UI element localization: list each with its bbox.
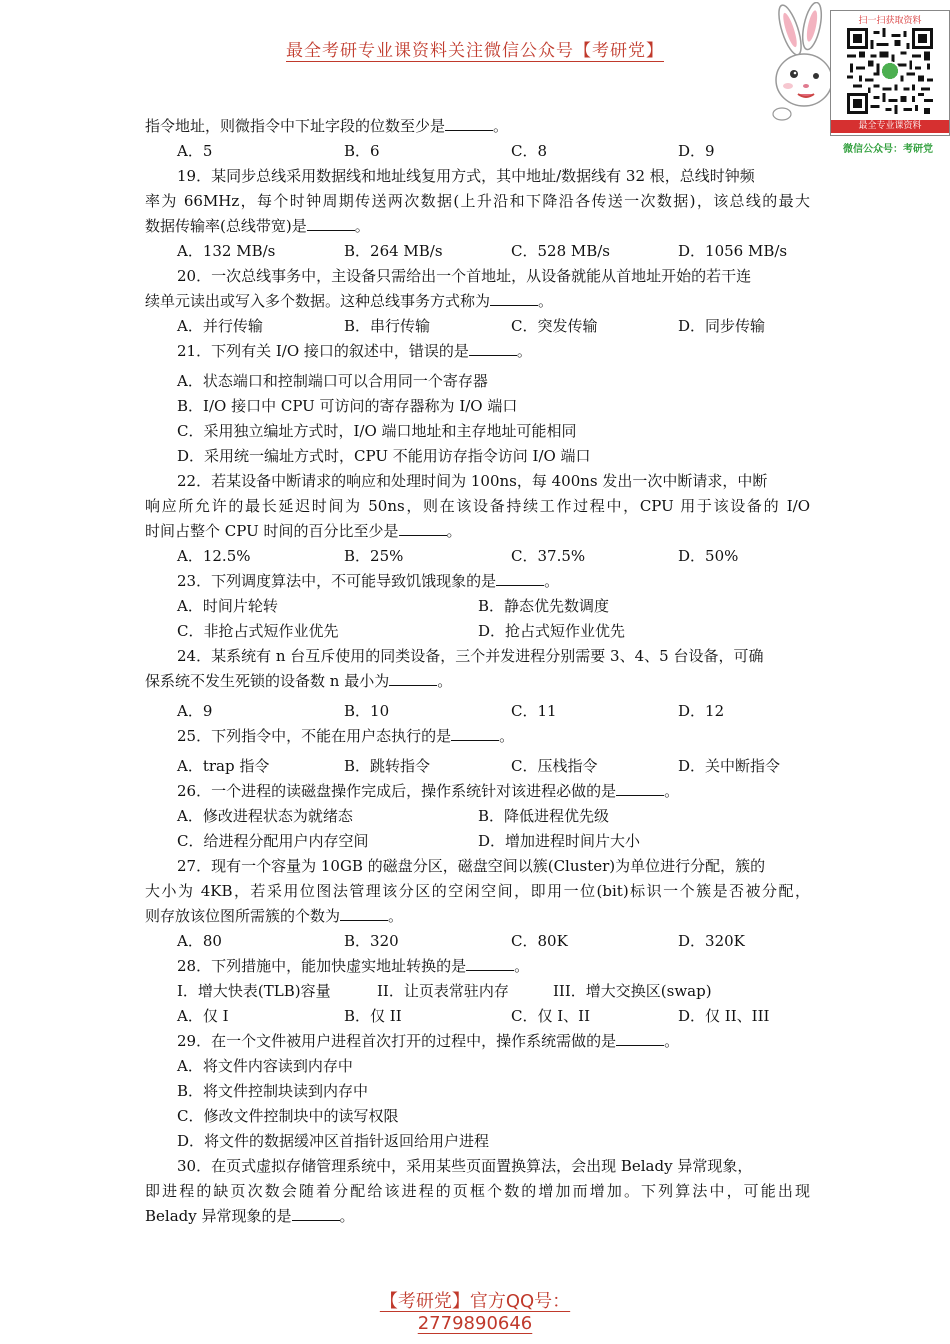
q24-option-b: B．10: [344, 702, 390, 720]
q28-option-d: D．仅 II、III: [678, 1007, 770, 1025]
q27-option-c: C．80K: [511, 932, 568, 950]
qr-caption-bottom: 最全专业课资料: [831, 120, 949, 133]
q28-option-c: C．仅 I、II: [511, 1007, 591, 1025]
promo-badge: [768, 2, 950, 162]
q29-option-b: B．将文件控制块读到内存中: [177, 1082, 369, 1100]
bunny-mascot-icon: [768, 2, 838, 132]
q26-option-b: B．降低进程优先级: [478, 807, 610, 825]
q18-option-b: B．6: [344, 142, 380, 160]
q27-stem-line1: 27．现有一个容量为 10GB 的磁盘分区，磁盘空间以簇(Cluster)为单位进行分配，簇的: [177, 857, 766, 875]
q23-stem: 23．下列调度算法中，不可能导致饥饿现象的是 。: [177, 572, 560, 590]
q22-stem-line1: 22．若某设备中断请求的响应和处理时间为 100ns，每 400ns 发出一次中断请求，中断: [177, 472, 768, 490]
q25-option-c: C．压栈指令: [511, 757, 598, 775]
q20-option-a: A．并行传输: [177, 317, 263, 335]
q19-stem-line2: 率为 66MHz，每个时钟周期传送两次数据(上升沿和下降沿各传送一次数据)，该总线的最大: [145, 192, 810, 210]
q26-option-a: A．修改进程状态为就绪态: [177, 807, 353, 825]
q23-option-a: A．时间片轮转: [177, 597, 278, 615]
q30-stem-line3: Belady 异常现象的是 。: [145, 1207, 355, 1225]
q24-stem-line2: 保系统不发生死锁的设备数 n 最小为 。: [145, 672, 453, 690]
q29-option-d: D．将文件的数据缓冲区首指针返回给用户进程: [177, 1132, 490, 1150]
q26-option-d: D．增加进程时间片大小: [478, 832, 641, 850]
q22-option-d: D．50%: [678, 547, 739, 565]
wechat-account-label: 微信公众号：考研党: [843, 144, 933, 155]
q22-stem-line2: 响应所允许的最长延迟时间为 50ns，则在该设备持续工作过程中，CPU 用于该设备的 I/O: [145, 497, 810, 515]
q18-option-d: D．9: [678, 142, 715, 160]
q19-stem-line3: 数据传输率(总线带宽)是 。: [145, 217, 370, 235]
q23-option-d: D．抢占式短作业优先: [478, 622, 626, 640]
q20-stem-line2: 续单元读出或写入多个数据。这种总线事务方式称为 。: [145, 292, 554, 310]
q19-option-a: A．132 MB/s: [177, 242, 276, 260]
qr-caption-top: 扫一扫获取资料: [858, 16, 922, 26]
q28-item-3: III．增大交换区(swap): [553, 982, 712, 1000]
q29-option-c: C．修改文件控制块中的读写权限: [177, 1107, 399, 1125]
q20-option-c: C．突发传输: [511, 317, 598, 335]
q21-option-b: B．I/O 接口中 CPU 可访问的寄存器称为 I/O 端口: [177, 397, 518, 415]
q21-option-a: A．状态端口和控制端口可以合用同一个寄存器: [177, 372, 488, 390]
q22-option-c: C．37.5%: [511, 547, 586, 565]
q24-option-c: C．11: [511, 702, 557, 720]
q27-option-d: D．320K: [678, 932, 745, 950]
page-header-banner: 最全考研专业课资料关注微信公众号【考研党】: [286, 41, 664, 61]
q28-item-2: II．让页表常驻内存: [377, 982, 509, 1000]
q20-option-d: D．同步传输: [678, 317, 766, 335]
qr-code-icon[interactable]: [844, 28, 936, 114]
q26-stem: 26．一个进程的读磁盘操作完成后，操作系统针对该进程必做的是 。: [177, 782, 680, 800]
q27-stem-line3: 则存放该位图所需簇的个数为 。: [145, 907, 404, 925]
q19-option-b: B．264 MB/s: [344, 242, 443, 260]
q28-item-1: I．增大快表(TLB)容量: [177, 982, 331, 1000]
q19-stem-line1: 19．某同步总线采用数据线和地址线复用方式，其中地址/数据线有 32 根，总线时钟频: [177, 167, 755, 185]
q22-stem-line3: 时间占整个 CPU 时间的百分比至少是 。: [145, 522, 462, 540]
q26-option-c: C．给进程分配用户内存空间: [177, 832, 369, 850]
q22-option-b: B．25%: [344, 547, 404, 565]
q30-stem-line1: 30．在页式虚拟存储管理系统中，采用某些页面置换算法，会出现 Belady 异常现象，: [177, 1157, 753, 1175]
q18-stem: 指令地址，则微指令中下址字段的位数至少是 。: [145, 117, 509, 135]
q22-option-a: A．12.5%: [177, 547, 251, 565]
q28-option-a: A．仅 I: [177, 1007, 229, 1025]
q25-option-a: A．trap 指令: [177, 757, 270, 775]
q23-option-c: C．非抢占式短作业优先: [177, 622, 339, 640]
q27-option-b: B．320: [344, 932, 399, 950]
q23-option-b: B．静态优先数调度: [478, 597, 610, 615]
q19-option-d: D．1056 MB/s: [678, 242, 788, 260]
q21-stem: 21．下列有关 I/O 接口的叙述中，错误的是 。: [177, 342, 532, 360]
q28-stem: 28．下列措施中，能加快虚实地址转换的是 。: [177, 957, 530, 975]
q25-stem: 25．下列指令中，不能在用户态执行的是 。: [177, 727, 515, 745]
q21-option-d: D．采用统一编址方式时，CPU 不能用访存指令访问 I/O 端口: [177, 447, 591, 465]
q25-option-b: B．跳转指令: [344, 757, 431, 775]
q24-option-d: D．12: [678, 702, 725, 720]
q20-stem-line1: 20．一次总线事务中，主设备只需给出一个首地址，从设备就能从首地址开始的若干连: [177, 267, 752, 285]
q27-stem-line2: 大小为 4KB，若采用位图法管理该分区的空闲空间，即用一位(bit)标识一个簇是否被分配，: [145, 882, 810, 900]
q21-option-c: C．采用独立编址方式时，I/O 端口地址和主存地址可能相同: [177, 422, 577, 440]
q29-stem: 29．在一个文件被用户进程首次打开的过程中，操作系统需做的是 。: [177, 1032, 680, 1050]
q25-option-d: D．关中断指令: [678, 757, 781, 775]
q27-option-a: A．80: [177, 932, 222, 950]
q29-option-a: A．将文件内容读到内存中: [177, 1057, 353, 1075]
q28-option-b: B．仅 II: [344, 1007, 402, 1025]
q18-option-a: A．5: [177, 142, 213, 160]
q24-option-a: A．9: [177, 702, 213, 720]
q19-option-c: C．528 MB/s: [511, 242, 611, 260]
q30-stem-line2: 即进程的缺页次数会随着分配给该进程的页框个数的增加而增加。下列算法中，可能出现: [145, 1182, 810, 1200]
qr-code-panel[interactable]: [830, 10, 950, 136]
q24-stem-line1: 24．某系统有 n 台互斥使用的同类设备，三个并发进程分别需要 3、4、5 台设备，可确: [177, 647, 764, 665]
page-footer-contact: 【考研党】官方QQ号：2779890646: [379, 1291, 571, 1334]
q18-option-c: C．8: [511, 142, 548, 160]
q20-option-b: B．串行传输: [344, 317, 431, 335]
